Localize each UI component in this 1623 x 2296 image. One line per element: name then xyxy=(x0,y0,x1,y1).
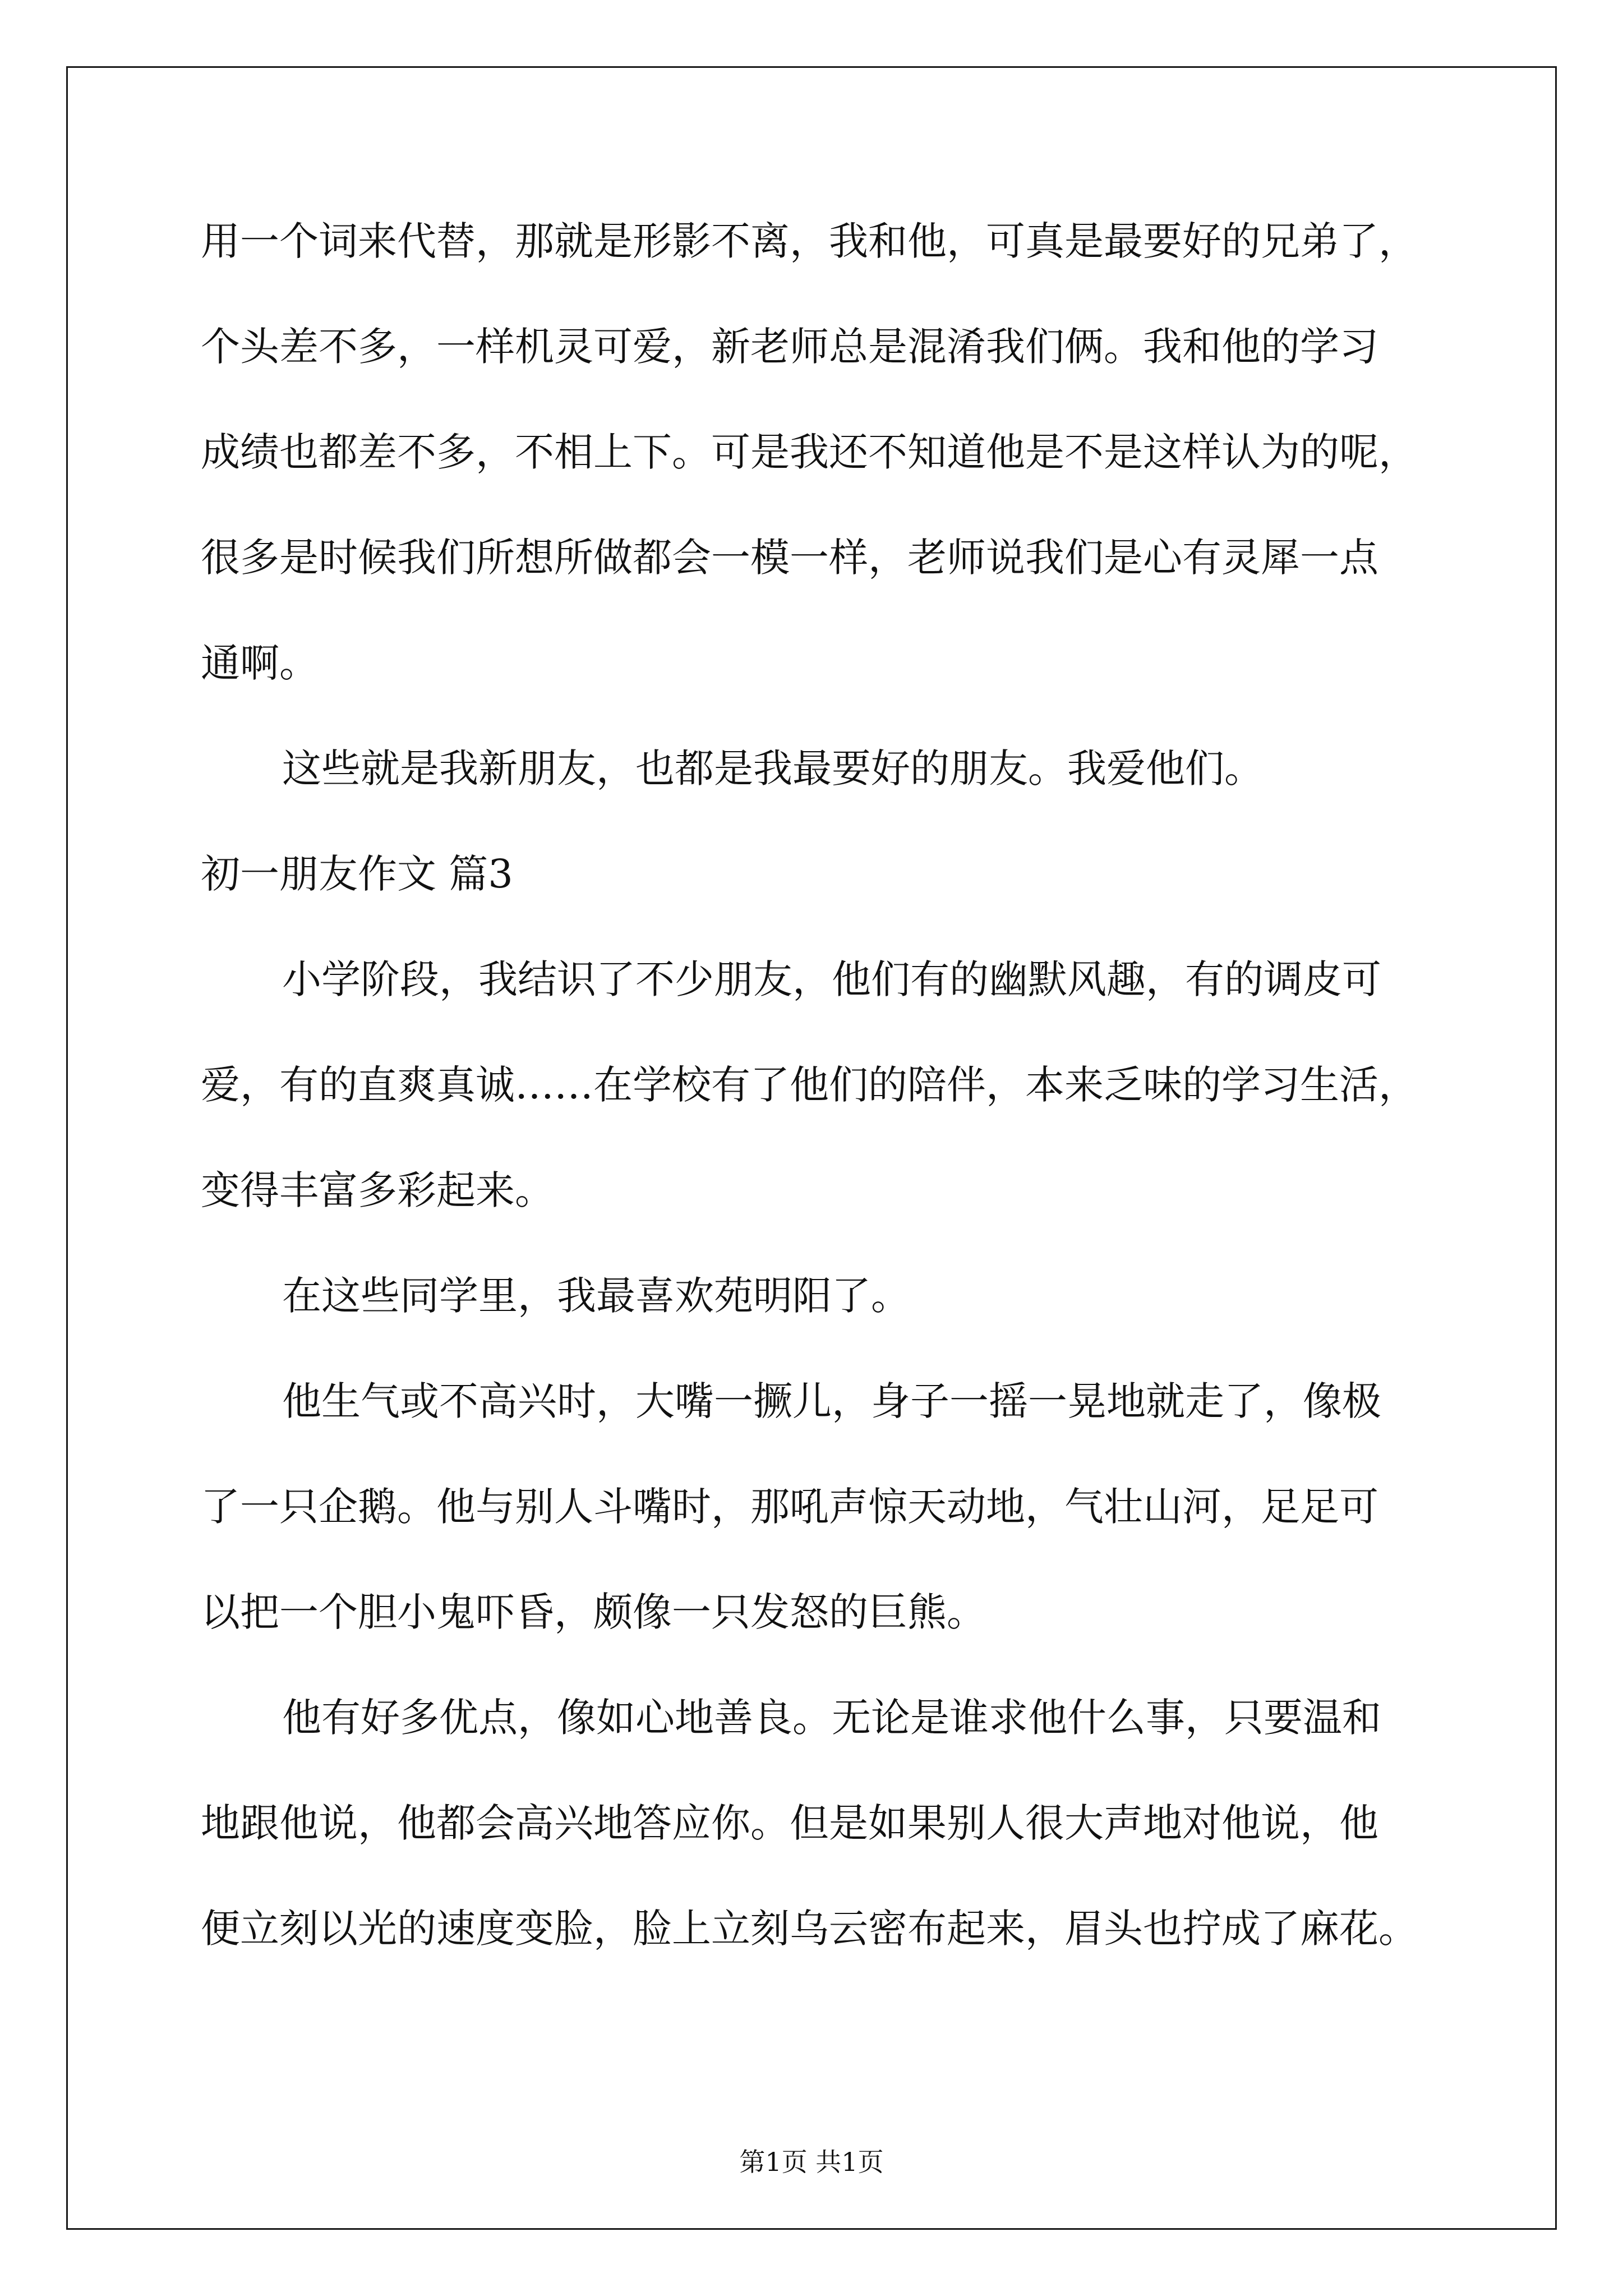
section-heading: 初一朋友作文 篇3 xyxy=(201,851,513,897)
text-line: 爱，有的直爽真诚……在学校有了他们的陪伴，本来乏味的学习生活， xyxy=(201,1062,1418,1108)
text-line: 这些就是我新朋友，也都是我最要好的朋友。我爱他们。 xyxy=(282,746,1264,792)
document-body xyxy=(201,213,1435,2006)
text-line: 在这些同学里，我最喜欢苑明阳了。 xyxy=(282,1273,910,1319)
text-line: 了一只企鹅。他与别人斗嘴时，那吼声惊天动地，气壮山河，足足可 xyxy=(201,1484,1378,1530)
text-line: 地跟他说，他都会高兴地答应你。但是如果别人很大声地对他说，他 xyxy=(201,1800,1378,1846)
text-line: 个头差不多，一样机灵可爱，新老师总是混淆我们俩。我和他的学习 xyxy=(201,324,1378,370)
text-line: 便立刻以光的速度变脸，脸上立刻乌云密布起来，眉头也拧成了麻花。 xyxy=(201,1906,1418,1952)
text-line: 成绩也都差不多，不相上下。可是我还不知道他是不是这样认为的呢， xyxy=(201,429,1418,475)
text-line: 他有好多优点，像如心地善良。无论是谁求他什么事，只要温和 xyxy=(282,1695,1381,1741)
text-line: 他生气或不高兴时，大嘴一撅儿，身子一摇一晃地就走了，像极 xyxy=(282,1378,1381,1424)
text-line: 小学阶段，我结识了不少朋友，他们有的幽默风趣，有的调皮可 xyxy=(282,956,1381,1002)
text-line: 用一个词来代替，那就是形影不离，我和他，可真是最要好的兄弟了， xyxy=(201,218,1418,264)
text-line: 以把一个胆小鬼吓昏，颇像一只发怒的巨熊。 xyxy=(201,1589,986,1635)
page-footer: 第1页 共1页 xyxy=(739,2147,884,2177)
text-line: 通啊。 xyxy=(201,640,319,686)
text-line: 很多是时候我们所想所做都会一模一样，老师说我们是心有灵犀一点 xyxy=(201,535,1378,581)
text-line: 变得丰富多彩起来。 xyxy=(201,1167,554,1213)
